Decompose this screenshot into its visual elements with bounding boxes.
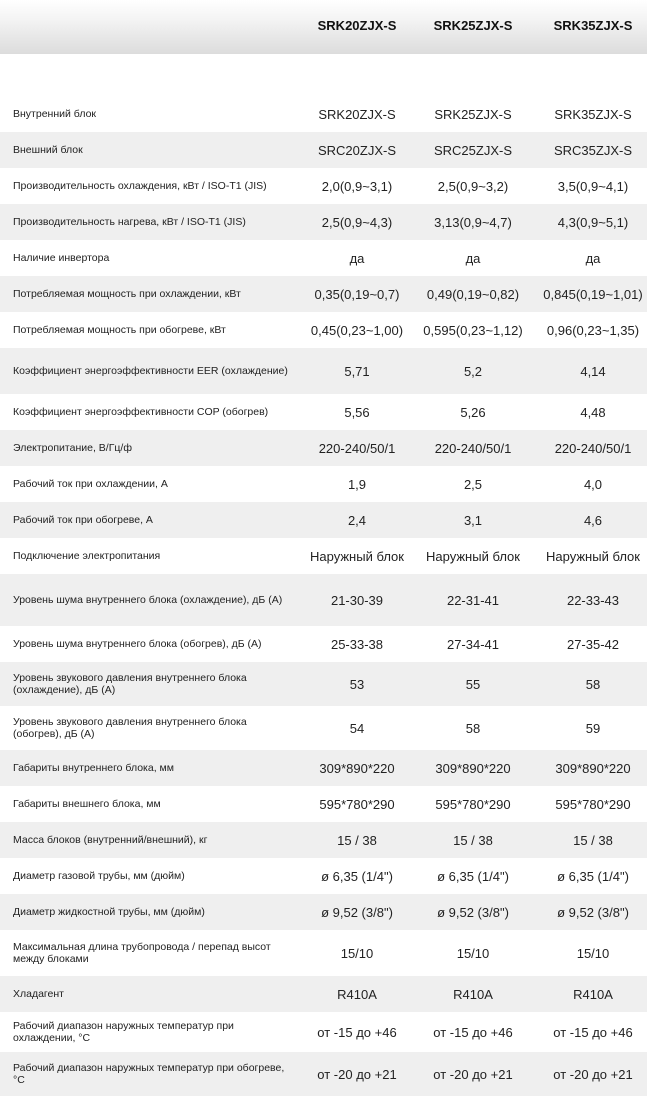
table-row	[0, 662, 647, 706]
column-header-model-3: SRK35ZJX-S	[553, 18, 633, 33]
row-value-model-1: 54	[349, 720, 365, 736]
row-label: Рабочий ток при обогреве, А	[13, 514, 153, 526]
row-value-model-3: 15/10	[576, 945, 610, 961]
row-label: Хладагент	[13, 988, 64, 1000]
row-value-model-1: 595*780*290	[319, 796, 395, 812]
row-value-model-3: 0,845(0,19~1,01)	[543, 286, 643, 302]
row-value-model-2: 2,5(0,9~3,2)	[437, 178, 509, 194]
row-value-model-1: да	[349, 250, 365, 266]
row-label: Уровень шума внутреннего блока (охлаждение), дБ (А)	[13, 594, 283, 606]
row-value-model-1: 53	[349, 676, 365, 692]
table-row	[0, 96, 647, 132]
row-value-model-2: SRK25ZJX-S	[434, 106, 512, 122]
row-label: Максимальная длина трубопровода / перепад высот между блоками	[13, 941, 271, 965]
row-label: Коэффициент энергоэффективности COP (обогрев)	[13, 406, 269, 418]
row-value-model-2: 220-240/50/1	[434, 440, 512, 456]
row-value-model-3: 4,0	[583, 476, 603, 492]
row-label: Уровень шума внутреннего блока (обогрев), дБ (А)	[13, 638, 262, 650]
row-value-model-2: Наружный блок	[426, 548, 520, 564]
row-value-model-2: 27-34-41	[446, 636, 500, 652]
row-value-model-3: да	[585, 250, 601, 266]
row-value-model-2: 595*780*290	[435, 796, 511, 812]
table-row	[0, 822, 647, 858]
row-label: Диаметр жидкостной трубы, мм (дюйм)	[13, 906, 205, 918]
row-label: Подключение электропитания	[13, 550, 161, 562]
row-value-model-2: 3,1	[463, 512, 483, 528]
table-row	[0, 1052, 647, 1096]
table-row	[0, 240, 647, 276]
row-value-model-1: от -20 до +21	[317, 1066, 397, 1082]
row-value-model-2: ø 9,52 (3/8")	[437, 904, 509, 920]
row-value-model-3: 4,48	[580, 404, 606, 420]
table-row	[0, 466, 647, 502]
row-value-model-2: SRC25ZJX-S	[433, 142, 513, 158]
row-value-model-2: 15/10	[456, 945, 490, 961]
row-value-model-1: 1,9	[347, 476, 367, 492]
row-value-model-1: 0,35(0,19~0,7)	[314, 286, 400, 302]
row-value-model-2: 55	[465, 676, 481, 692]
row-value-model-2: 22-31-41	[446, 592, 500, 608]
row-value-model-3: от -15 до +46	[553, 1024, 633, 1040]
row-value-model-3: 220-240/50/1	[554, 440, 632, 456]
row-label: Уровень звукового давления внутреннего блока (обогрев), дБ (А)	[13, 716, 247, 740]
table-row	[0, 574, 647, 626]
row-value-model-1: 5,56	[344, 404, 370, 420]
table-row	[0, 394, 647, 430]
row-label: Внутренний блок	[13, 108, 97, 120]
table-row	[0, 930, 647, 976]
row-value-model-3: 15 / 38	[573, 832, 613, 848]
row-value-model-1: 2,5(0,9~4,3)	[321, 214, 393, 230]
row-label: Производительность нагрева, кВт / ISO-T1 (JIS)	[13, 216, 246, 228]
row-label: Габариты внутреннего блока, мм	[13, 762, 174, 774]
row-label: Потребляемая мощность при охлаждении, кВт	[13, 288, 241, 300]
row-value-model-3: ø 6,35 (1/4")	[557, 868, 629, 884]
row-value-model-2: ø 6,35 (1/4")	[437, 868, 509, 884]
table-header	[0, 0, 647, 54]
row-value-model-3: 4,3(0,9~5,1)	[557, 214, 629, 230]
row-value-model-1: R410A	[337, 986, 377, 1002]
table-row	[0, 858, 647, 894]
table-row	[0, 538, 647, 574]
row-value-model-1: SRC20ZJX-S	[317, 142, 397, 158]
row-label: Рабочий ток при охлаждении, А	[13, 478, 168, 490]
row-value-model-3: 22-33-43	[566, 592, 620, 608]
row-value-model-2: 2,5	[463, 476, 483, 492]
table-row	[0, 168, 647, 204]
table-row	[0, 312, 647, 348]
row-value-model-3: R410A	[573, 986, 613, 1002]
table-row	[0, 626, 647, 662]
row-value-model-1: SRK20ZJX-S	[318, 106, 396, 122]
row-value-model-2: от -15 до +46	[433, 1024, 513, 1040]
table-row	[0, 204, 647, 240]
row-label: Потребляемая мощность при обогреве, кВт	[13, 324, 226, 336]
table-row	[0, 132, 647, 168]
row-value-model-1: 21-30-39	[330, 592, 384, 608]
row-value-model-3: SRK35ZJX-S	[554, 106, 632, 122]
row-label: Диаметр газовой трубы, мм (дюйм)	[13, 870, 185, 882]
row-value-model-2: 15 / 38	[453, 832, 493, 848]
row-value-model-2: 0,595(0,23~1,12)	[423, 322, 523, 338]
column-header-model-1: SRK20ZJX-S	[317, 18, 397, 33]
row-value-model-3: 309*890*220	[555, 760, 631, 776]
row-label: Масса блоков (внутренний/внешний), кг	[13, 834, 208, 846]
row-value-model-3: 3,5(0,9~4,1)	[557, 178, 629, 194]
table-row	[0, 894, 647, 930]
row-value-model-1: Наружный блок	[310, 548, 404, 564]
row-value-model-2: 309*890*220	[435, 760, 511, 776]
row-value-model-1: 15 / 38	[337, 832, 377, 848]
row-value-model-1: 2,4	[347, 512, 367, 528]
row-value-model-3: Наружный блок	[546, 548, 640, 564]
row-value-model-3: ø 9,52 (3/8")	[557, 904, 629, 920]
column-header-model-2: SRK25ZJX-S	[433, 18, 513, 33]
row-value-model-2: от -20 до +21	[433, 1066, 513, 1082]
table-row	[0, 430, 647, 466]
row-value-model-1: ø 6,35 (1/4")	[321, 868, 393, 884]
row-value-model-1: от -15 до +46	[317, 1024, 397, 1040]
table-row	[0, 706, 647, 750]
row-value-model-1: 309*890*220	[319, 760, 395, 776]
row-value-model-2: R410A	[453, 986, 493, 1002]
row-label: Рабочий диапазон наружных температур при обогреве, °С	[13, 1062, 285, 1086]
row-value-model-3: 595*780*290	[555, 796, 631, 812]
row-value-model-3: 27-35-42	[566, 636, 620, 652]
row-value-model-1: 2,0(0,9~3,1)	[321, 178, 393, 194]
row-value-model-3: 4,14	[580, 363, 606, 379]
row-label: Электропитание, В/Гц/ф	[13, 442, 132, 454]
row-value-model-1: 220-240/50/1	[318, 440, 396, 456]
row-label: Коэффициент энергоэффективности EER (охлаждение)	[13, 365, 288, 377]
row-value-model-2: 5,2	[463, 363, 483, 379]
row-label: Наличие инвертора	[13, 252, 110, 264]
row-value-model-3: 58	[585, 676, 601, 692]
row-value-model-1: 15/10	[340, 945, 374, 961]
row-value-model-1: 0,45(0,23~1,00)	[310, 322, 404, 338]
row-label: Производительность охлаждения, кВт / ISO-T1 (JIS)	[13, 180, 267, 192]
row-value-model-3: 4,6	[583, 512, 603, 528]
row-value-model-3: 59	[585, 720, 601, 736]
row-label: Уровень звукового давления внутреннего блока (охлаждение), дБ (А)	[13, 672, 247, 696]
row-label: Внешний блок	[13, 144, 83, 156]
row-value-model-2: да	[465, 250, 481, 266]
row-value-model-2: 3,13(0,9~4,7)	[434, 214, 512, 230]
row-value-model-3: 0,96(0,23~1,35)	[546, 322, 640, 338]
row-value-model-1: 25-33-38	[330, 636, 384, 652]
table-row	[0, 276, 647, 312]
table-row	[0, 976, 647, 1012]
row-value-model-1: 5,71	[344, 363, 370, 379]
row-value-model-3: от -20 до +21	[553, 1066, 633, 1082]
row-label: Габариты внешнего блока, мм	[13, 798, 161, 810]
row-value-model-2: 58	[465, 720, 481, 736]
table-row	[0, 348, 647, 394]
specifications-table	[0, 96, 647, 1096]
row-value-model-1: ø 9,52 (3/8")	[321, 904, 393, 920]
table-row	[0, 502, 647, 538]
row-value-model-3: SRC35ZJX-S	[553, 142, 633, 158]
row-value-model-2: 5,26	[460, 404, 486, 420]
table-row	[0, 750, 647, 786]
table-row	[0, 1012, 647, 1052]
row-label: Рабочий диапазон наружных температур при охлаждении, °С	[13, 1020, 234, 1044]
table-row	[0, 786, 647, 822]
row-value-model-2: 0,49(0,19~0,82)	[426, 286, 520, 302]
